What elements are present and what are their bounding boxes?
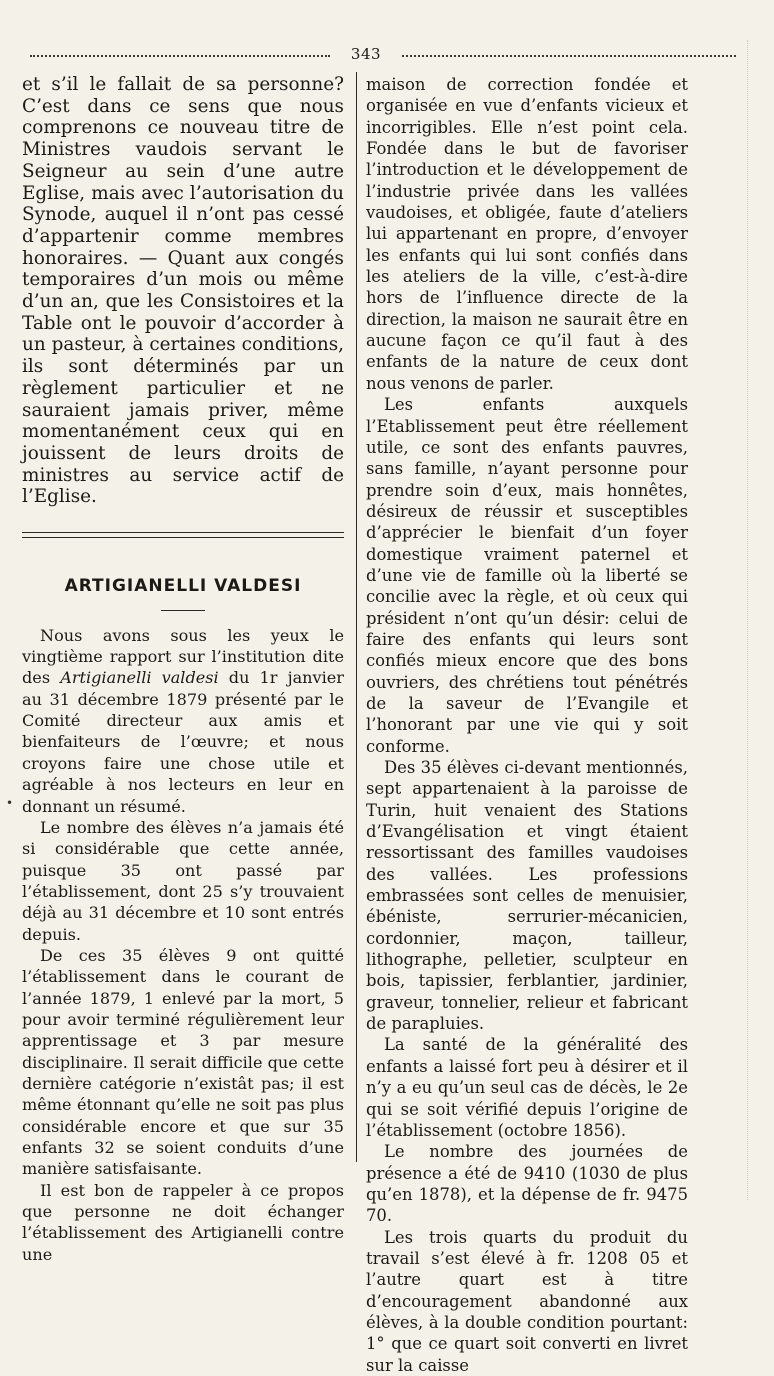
left-paragraph-1: et s’il le fallait de sa personne? C’est dans ce sens que nous comprenons ce nouveau titre de Ministres vaudois servant le Seigneur au sein d’une autre Eglise, mais avec l’autorisation du Synode, auquel il n’ont pas cessé d’appartenir comme membres honoraires. — Quant aux congés temporaires d’un mois ou même d’un an, que les Consistoires et la Table ont le pouvoir d’accorder à un pasteur, à certaines conditions, ils sont déterminés par un règlement particulier et ne sauraient jamais priver, même momentanément ceux qui en jouissent de leurs droits de ministres au service actif de l’Eglise. [22, 74, 344, 508]
left-paragraph-3: Le nombre des élèves n’a jamais été si considérable que cette année, puisque 35 ont passé par l’établissement, dont 25 s’y trouvaient déjà au 31 décembre et 10 sont entrés depuis. [22, 817, 344, 944]
page-number: 343 [350, 45, 382, 63]
column-divider [356, 72, 357, 1162]
title-underline [161, 610, 205, 611]
page-edge-marks [747, 40, 752, 1200]
header-ornament-right [402, 55, 736, 57]
section-title: ARTIGIANELLI VALDESI [64, 576, 302, 597]
left-paragraph-2-start: Nous avons sous les yeux le vingtième rapport sur l’institution dite des [22, 625, 344, 688]
right-paragraph-2: Les enfants auxquels l’Etablissement peut être réellement utile, ce sont des enfants pauvres, sans famille, n’ayant personne pour prendre soin d’eux, mais honnêtes, désireux de réussir et susceptibles d’apprécier le bienfait d’un foyer domestique vraiment paternel et d’une vie de famille où la liberté se concilie avec la règle, et où ceux qui président n’ont qu’un désir: celui de faire des enfants qui leurs sont confiés mieux encore que des bons ouvriers, des chrétiens tout pénétrés de la saveur de l’Evangile et l’honorant par une vie qui y soit conforme. [366, 395, 688, 756]
left-paragraph-5: Il est bon de rappeler à ce propos que personne ne doit échanger l’établissement des Artigianelli contre une [22, 1180, 344, 1264]
right-paragraph-6: Les trois quarts du produit du travail s’est élevé à fr. 1208 05 et l’autre quart est à titre d’encouragement abandonné aux élèves, à la double condition pourtant: 1° que ce quart soit converti en livret sur la caisse [366, 1227, 688, 1375]
right-column [366, 74, 688, 1376]
left-paragraph-2-end: du 1r janvier au 31 décembre 1879 présenté par le Comité directeur aux amis et bienfaiteurs de l’œuvre; et nous croyons faire une chose utile et agréable à nos lecteurs en leur en donnant un résumé. [22, 668, 345, 816]
right-paragraph-1: maison de correction fondée et organisée en vue d’enfants vicieux et incorrigibles. Elle n’est point cela. Fondée dans le but de favoriser l’introduction et le développement de l’industrie privée dans les vallées vaudoises, et obligée, faute d’ateliers lui appartenant en propre, d’envoyer les enfants qui lui sont confiés dans les ateliers de la ville, c’est-à-dire hors de l’influence directe de la direction, la maison ne saurait être en aucune façon ce qu’il faut à des enfants de la nature de ceux dont nous venons de parler. [366, 75, 688, 393]
right-paragraph-5: Le nombre des journées de présence a été de 9410 (1030 de plus qu’en 1878), et la dépense de fr. 9475 70. [366, 1142, 688, 1226]
page-header [30, 47, 736, 61]
margin-mark: • [6, 796, 14, 810]
section-divider [22, 532, 344, 538]
header-ornament-left [30, 55, 330, 57]
left-article-body [22, 625, 344, 1265]
right-paragraph-4: La santé de la généralité des enfants a laissé fort peu à désirer et il n’y a eu qu’un seul cas de décès, le 2e qui se soit vérifié depuis l’origine de l’établissement (octobre 1856). [366, 1035, 688, 1140]
left-paragraph-4: De ces 35 élèves 9 ont quitté l’établissement dans le courant de l’année 1879, 1 enlevé par la mort, 5 pour avoir terminé régulièrement leur apprentissage et 3 par mesure disciplinaire. Il serait difficile que cette dernière catégorie n’existât pas; il est même étonnant qu’elle ne soit pas plus considérable encore et que sur 35 enfants 32 se soient conduits d’une manière satisfaisante. [22, 945, 344, 1179]
institution-name: Artigianelli valdesi [60, 668, 219, 688]
right-paragraph-3: Des 35 élèves ci-devant mentionnés, sept appartenaient à la paroisse de Turin, huit venaient des Stations d’Evangélisation et vingt étaient ressortissant des familles vaudoises des vallées. Les professions embrassées sont celles de menuisier, ébéniste, serrurier-mécanicien, cordonnier, maçon, tailleur, lithographe, pelletier, sculpteur en bois, tapissier, ferblantier, jardinier, graveur, tonnelier, relieur et fabricant de parapluies. [366, 758, 688, 1034]
left-paragraph-2 [22, 625, 344, 817]
left-column [22, 74, 344, 1265]
